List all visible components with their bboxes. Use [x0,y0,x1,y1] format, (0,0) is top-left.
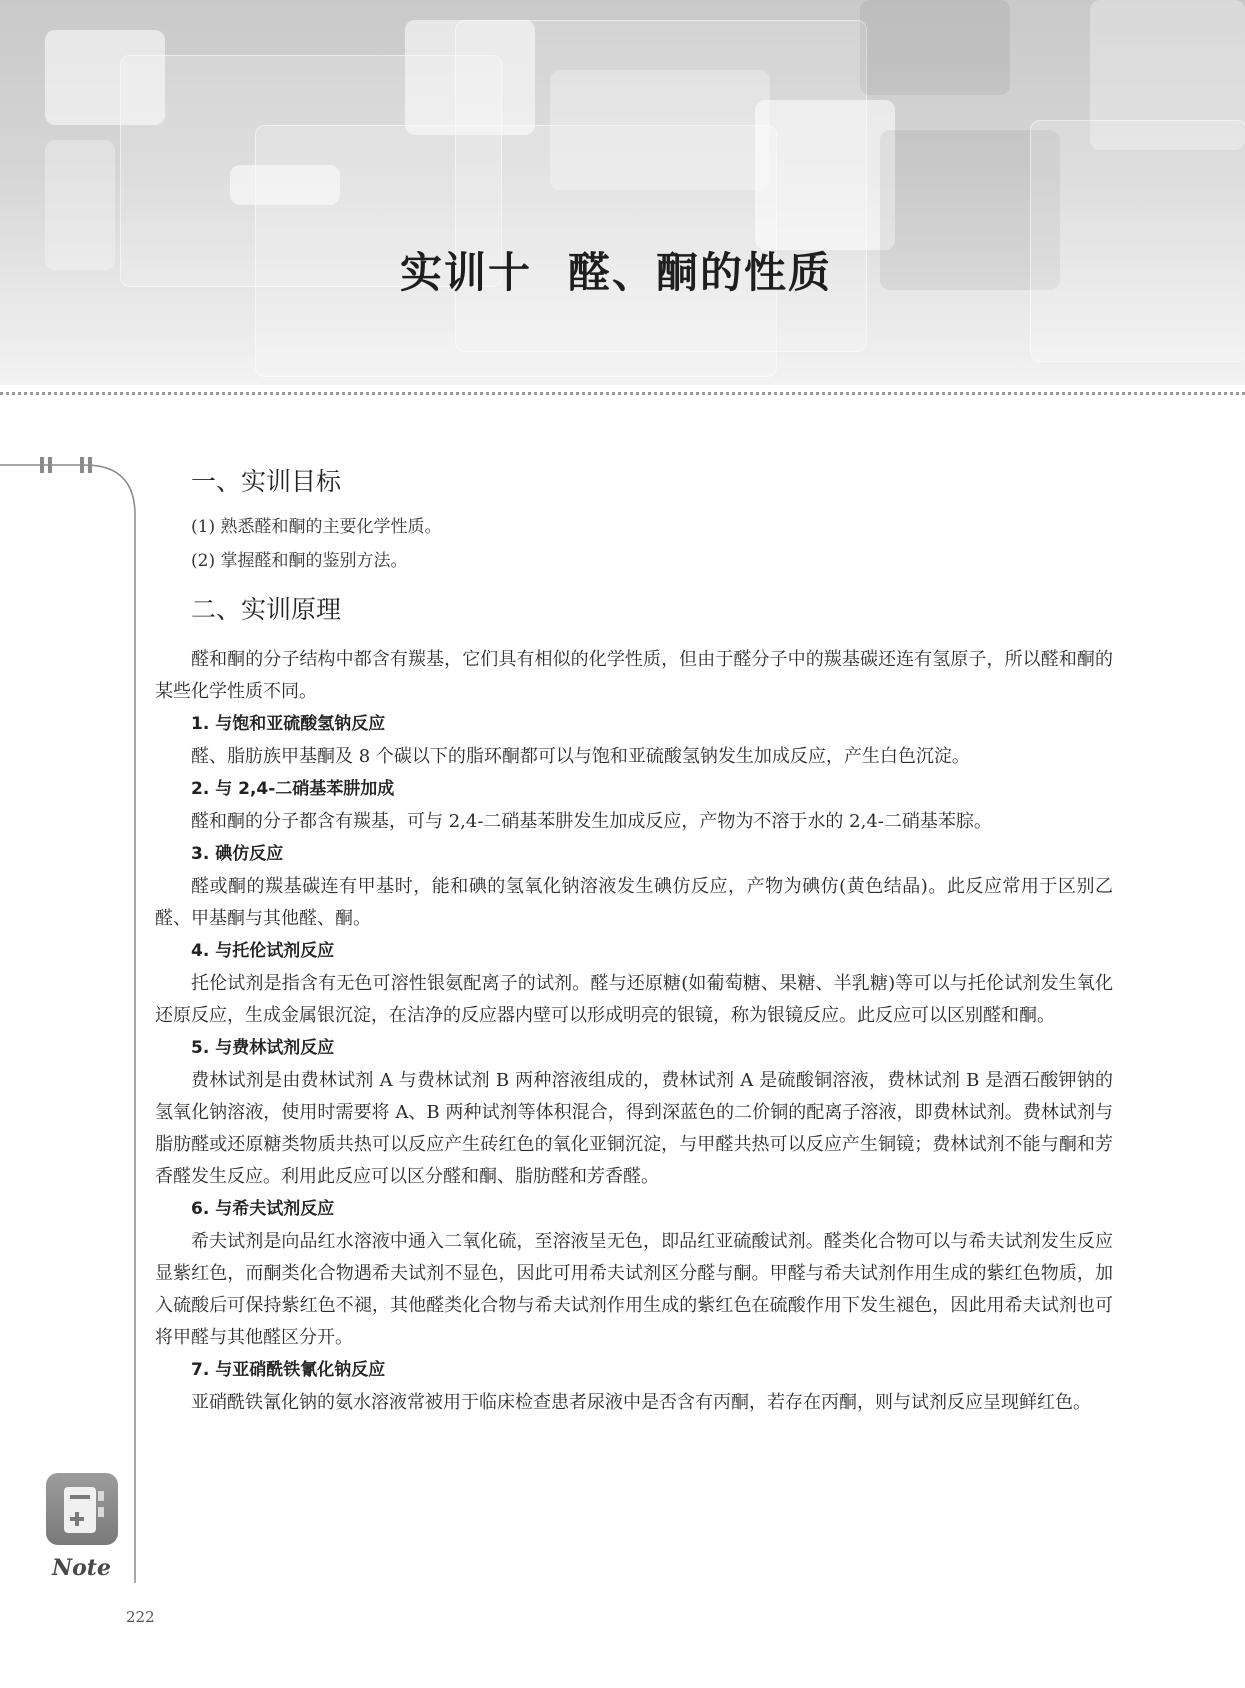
decor-square [755,100,895,250]
subsection-title: 1. 与饱和亚硫酸氢钠反应 [191,714,386,734]
subsection-title: 2. 与 2,4-二硝基苯肼加成 [191,779,395,799]
main-content [155,462,1113,1419]
decor-square [860,0,1010,95]
subsection-title: 6. 与希夫试剂反应 [191,1199,335,1219]
subsection-text: 醛、脂肪族甲基酮及 8 个碳以下的脂环酮都可以与饱和亚硫酸氢钠发生加成反应，产生白色沉淀。 [191,746,970,767]
decor-square [1030,120,1245,362]
subsection-text: 费林试剂是由费林试剂 A 与费林试剂 B 两种溶液组成的，费林试剂 A 是硫酸铜溶液，费林试剂 B 是酒石酸钾钠的氢氧化钠溶液，使用时需要将 A、B 两种试剂等体积混合，得到深蓝色的二价铜的配离子溶液，即费林试剂。费林试剂与脂肪醛或还原糖类物质共热可以反应产生砖红色的氧化亚铜沉淀，与甲醛共热可以反应产生铜镜；费林试剂不能与酮和芳香醛发生反应。利用此反应可以区分醛和酮、脂肪醛和芳香醛。 [155,1070,1113,1187]
subsection-text: 希夫试剂是向品红水溶液中通入二氧化硫，至溶液呈无色，即品红亚硫酸试剂。醛类化合物可以与希夫试剂发生反应显紫红色，而酮类化合物遇希夫试剂不显色，因此可用希夫试剂区分醛与酮。甲醛与希夫试剂作用生成的紫红色物质，加入硫酸后可保持紫红色不褪，其他醛类化合物与希夫试剂作用生成的紫红色在硫酸作用下发生褪色，因此用希夫试剂也可将甲醛与其他醛区分开。 [155,1231,1113,1348]
objective-item: (1) 熟悉醛和酮的主要化学性质。 [191,517,442,537]
subsection-text: 醛和酮的分子都含有羰基，可与 2,4-二硝基苯肼发生加成反应，产物为不溶于水的 2,4-二硝基苯腙。 [191,811,992,832]
decor-square [550,70,770,190]
page-number: 222 [126,1608,155,1626]
subsection-text: 亚硝酰铁氰化钠的氨水溶液常被用于临床检查患者尿液中是否含有丙酮，若存在丙酮，则与试剂反应呈现鲜红色。 [191,1392,1091,1413]
title-part2: 醛、酮的性质 [568,248,833,297]
page-title [400,240,900,300]
note-label: Note [52,1555,111,1581]
note-icon [46,1473,118,1545]
subsection-title: 3. 碘仿反应 [191,844,284,864]
subsection-title: 4. 与托伦试剂反应 [191,941,335,961]
margin-decoration [0,455,150,1595]
subsection-title: 7. 与亚硝酰铁氰化钠反应 [191,1360,386,1380]
intro-paragraph: 醛和酮的分子结构中都含有羰基，它们具有相似的化学性质，但由于醛分子中的羰基碳还连有氢原子，所以醛和酮的某些化学性质不同。 [155,649,1113,702]
header-divider [0,392,1245,395]
decor-square [45,140,115,270]
objective-item: (2) 掌握醛和酮的鉴别方法。 [191,551,408,571]
section-heading-objectives: 一、实训目标 [191,467,342,496]
subsection-text: 托伦试剂是指含有无色可溶性银氨配离子的试剂。醛与还原糖(如葡萄糖、果糖、半乳糖)等可以与托伦试剂发生氧化还原反应，生成金属银沉淀，在洁净的反应器内壁可以形成明亮的银镜，称为银镜反应。此反应可以区别醛和酮。 [155,973,1113,1026]
header-banner [0,0,1245,385]
section-heading-principles: 二、实训原理 [191,595,342,624]
title-part1: 实训十 [400,248,533,297]
subsection-text: 醛或酮的羰基碳连有甲基时，能和碘的氢氧化钠溶液发生碘仿反应，产物为碘仿(黄色结晶)。此反应常用于区别乙醛、甲基酮与其他醛、酮。 [155,876,1113,929]
subsection-title: 5. 与费林试剂反应 [191,1038,335,1058]
